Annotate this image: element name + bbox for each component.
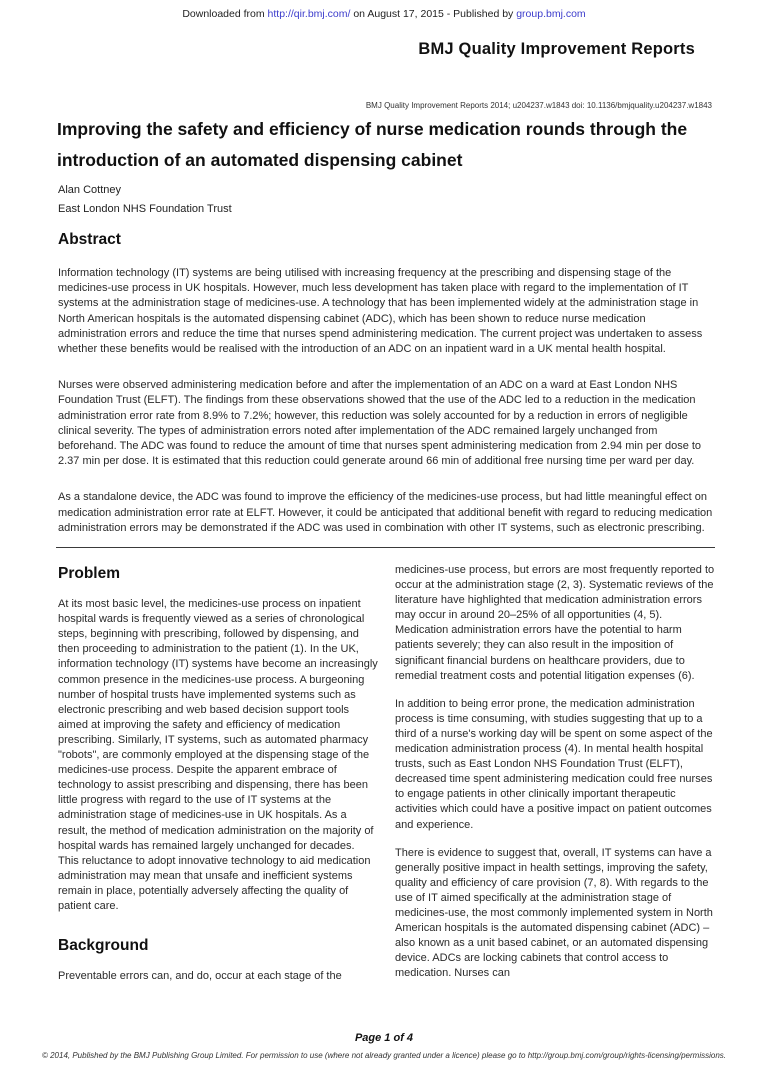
background-heading: Background: [58, 937, 149, 955]
two-column-body: [58, 560, 715, 997]
section-divider: [56, 547, 715, 548]
author-block: [58, 181, 232, 219]
abstract-body: [58, 266, 715, 557]
problem-paragraph: At its most basic level, the medicines-use process on inpatient hospital wards is frequently viewed as a series of chronological steps, beginning with prescribing, followed by dispensing, and then proceeding to administration to the patient (1). In the UK, information technology (IT) systems have become an increasingly common presence in the medicines-use process. A burgeoning number of hospital trusts have implemented systems such as electronic prescribing and web based decision support tools aimed at improving the safety and efficiency of medication prescribing. Similarly, IT systems, such as automated pharmacy "robots", are commonly employed at the dispensing stage of the medicines-use process. Despite the apparent embrace of technology to assist prescribing and dispensing, there has been little progress with regard to the use of IT systems at the administration stage of medicines-use in UK hospitals. As a result, the method of medication administration on the majority of hospital wards has remained largely unchanged for decades. This reluctance to adopt innovative technology to aid medication administration may mean that unsafe and inefficient systems remain in place, potentially adversely affecting the quality of patient care.: [58, 598, 378, 912]
author-affiliation: East London NHS Foundation Trust: [58, 203, 232, 215]
problem-heading: Problem: [58, 565, 121, 582]
body-paragraph: medicines-use process, but errors are most frequently reported to occur at the administration stage (2, 3). Systematic reviews of the literature have highlighted that medication administration errors may occur in around 20–25% of all opportunities (4, 5). Medication administration errors have the potential to harm patients severely; they can also result in the imposition of significant financial burdens on healthcare providers, due to remedial treatment costs and potential litigation expenses (6).: [395, 564, 715, 682]
citation-line: BMJ Quality Improvement Reports 2014; u204237.w1843 doi: 10.1136/bmjquality.u204237.w1843: [365, 101, 712, 110]
publisher-url-link[interactable]: group.bmj.com: [516, 8, 586, 20]
right-column: [395, 560, 715, 997]
copyright-notice: © 2014, Published by the BMJ Publishing Group Limited. For permission to use (where not already granted under a licence) please go to http://group.bmj.com/group/rights-licensing/permissions.: [41, 1051, 727, 1060]
abstract-heading: Abstract: [58, 231, 121, 248]
author-name: Alan Cottney: [58, 184, 121, 196]
abstract-paragraph: Information technology (IT) systems are being utilised with increasing frequency at the prescribing and dispensing stage of the medicines-use process in UK hospitals. However, much less development has taken place with regard to the implementation of IT systems at the administration stage of medicines-use. A technology that has been implemented widely at the administration stage in North American hospitals is the automated dispensing cabinet (ADC), which has been shown to reduce nurse medication administration errors and reduce the time that nurses spend administering medication. The current project was undertaken to assess whether these benefits would be realised with the introduction of an ADC on an inpatient ward in a UK mental health hospital.: [58, 267, 703, 356]
download-banner-prefix: Downloaded from: [182, 8, 268, 20]
article-title: Improving the safety and efficiency of nurse medication rounds through the introduction of an automated dispensing cabinet: [57, 119, 688, 170]
source-url-link[interactable]: http://qir.bmj.com/: [267, 8, 351, 20]
abstract-paragraph: As a standalone device, the ADC was found to improve the efficiency of the medicines-use process, but had little meaningful effect on medication administration error rate at ELFT. However, it could be anticipated that additional benefit with regard to reducing medication administration errors may be demonstrated if the ADC was used in combination with other IT systems, such as electronic prescribing.: [58, 491, 713, 534]
download-banner: [0, 8, 768, 20]
left-column: [58, 560, 378, 997]
body-paragraph: In addition to being error prone, the medication administration process is time consuming, with studies suggesting that up to a third of a nurse's working day will be spent on some aspect of the medication administration process (4). In mental health hospital trusts, such as East London NHS Foundation Trust (ELFT), decreased time spent administering medication could free nurses to engage patients in other clinically important therapeutic activities which could have a positive impact on patient outcomes and experience.: [395, 697, 713, 831]
page-number: Page 1 of 4: [354, 1032, 414, 1044]
abstract-paragraph: Nurses were observed administering medication before and after the implementation of an ADC on a ward at East London NHS Foundation Trust (ELFT). The findings from these observations showed that the use of the ADC led to a reduction in the medication administration error rate from 8.9% to 7.2%; however, this reduction was solely accounted for by a reduction in errors of negligible clinical severity. The types of administration errors noted after implementation of the ADC remained largely unchanged from beforehand. The ADC was found to reduce the amount of time that nurses spent administering medication from 2.94 min per dose to 2.37 min per dose. It is estimated that this reduction could generate around 66 min of additional free nursing time per ward per day.: [58, 379, 702, 468]
journal-name: BMJ Quality Improvement Reports: [418, 40, 695, 58]
download-banner-middle: on August 17, 2015 - Published by: [350, 8, 517, 20]
body-paragraph: There is evidence to suggest that, overall, IT systems can have a generally positive impact in health settings, improving the safety, quality and efficiency of care provision (7, 8). With regards to the use of IT aimed specifically at the administration stage of medicines-use, the most commonly implemented system in North American hospitals is the automated dispensing cabinet (ADC) – also known as a unit based cabinet, or an automated dispensing device. ADCs are locking cabinets that control access to medication. Nurses can: [395, 846, 713, 980]
background-paragraph: Preventable errors can, and do, occur at each stage of the: [58, 970, 342, 983]
